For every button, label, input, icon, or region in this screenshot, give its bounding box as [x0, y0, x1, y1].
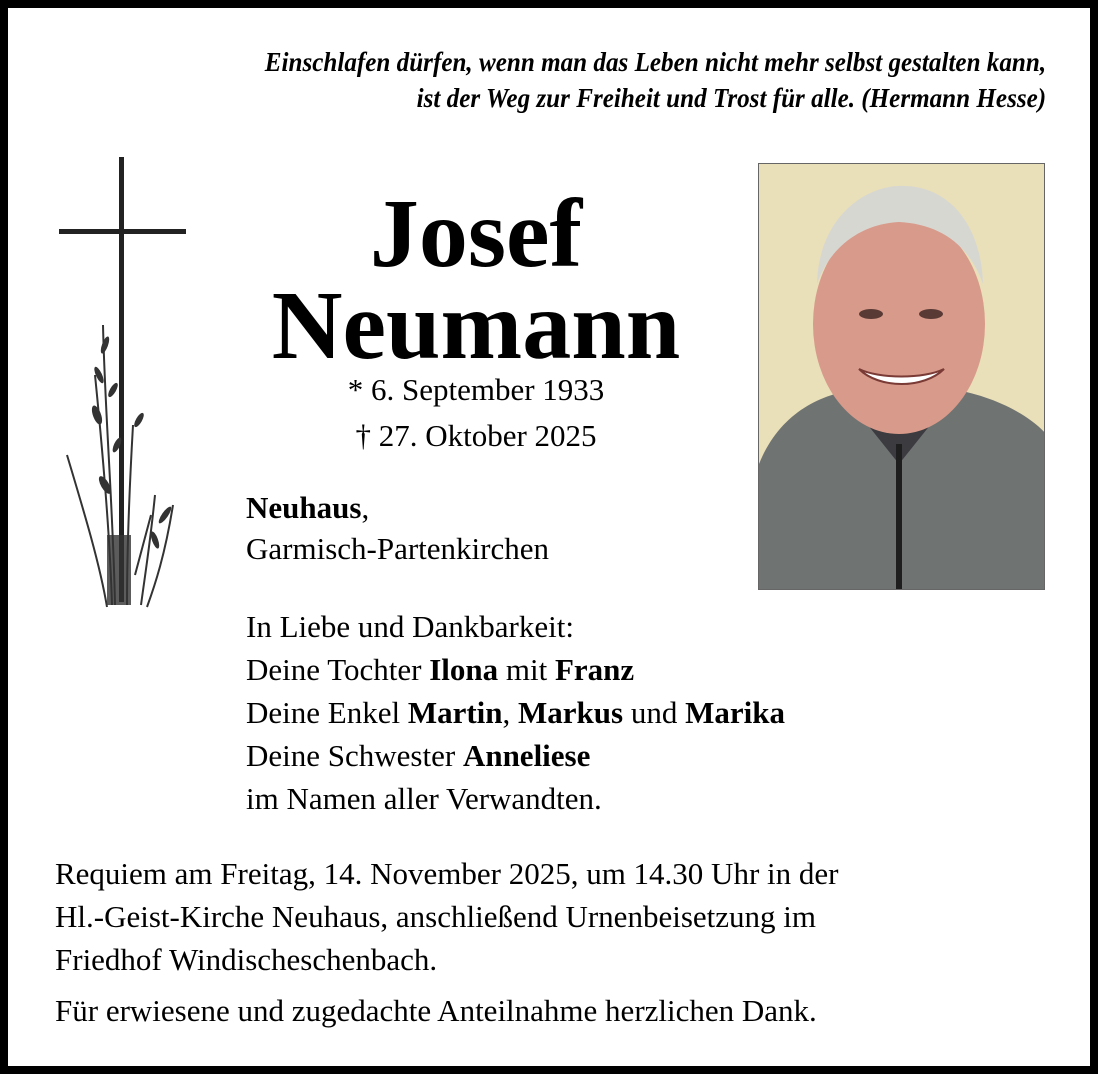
first-name: Josef	[369, 180, 583, 288]
service-line: Friedhof Windischeschenbach.	[55, 942, 438, 977]
family-member-name: Martin	[407, 695, 503, 730]
deceased-name	[260, 180, 692, 380]
family-member-name: Markus	[518, 695, 624, 730]
quote-line-2: ist der Weg zur Freiheit und Trost für alle. (Hermann Hesse)	[416, 83, 1046, 113]
family-member-name: Anneliese	[462, 738, 591, 773]
family-intro: In Liebe und Dankbarkeit:	[246, 609, 574, 644]
family-line-text: Deine Enkel	[246, 695, 408, 730]
quote	[265, 44, 1046, 116]
family-member-name: Marika	[685, 695, 785, 730]
service-details	[55, 852, 838, 981]
service-line: Requiem am Freitag, 14. November 2025, um 14.30 Uhr in der	[55, 856, 839, 891]
family-block	[246, 605, 785, 820]
family-line-text: und	[623, 695, 686, 730]
family-line	[246, 691, 785, 734]
family-line-text: mit	[498, 652, 555, 687]
cross-with-grass-icon	[55, 155, 190, 615]
last-name: Neumann	[271, 272, 681, 380]
thanks-note: Für erwiesene und zugedachte Anteilnahme herzlichen Dank.	[55, 993, 817, 1028]
residence	[246, 487, 549, 569]
portrait-photo	[758, 163, 1045, 590]
family-line	[246, 648, 785, 691]
quote-line-1: Einschlafen dürfen, wenn man das Leben nicht mehr selbst gestalten kann,	[264, 47, 1046, 77]
life-dates	[260, 367, 692, 459]
family-line-text: Deine Schwester	[246, 738, 463, 773]
family-line-text: ,	[502, 695, 519, 730]
family-member-name: Ilona	[429, 652, 499, 687]
birth-date: * 6. September 1933	[347, 372, 605, 407]
family-member-name: Franz	[554, 652, 635, 687]
service-line: Hl.-Geist-Kirche Neuhaus, anschließend Urnenbeisetzung im	[55, 899, 816, 934]
death-date: † 27. Oktober 2025	[355, 418, 597, 453]
family-line-text: Deine Tochter	[246, 652, 430, 687]
residence-region: Garmisch-Partenkirchen	[246, 531, 549, 566]
family-line	[246, 734, 785, 777]
residence-town: Neuhaus	[246, 490, 362, 525]
residence-comma: ,	[361, 490, 370, 525]
family-closing: im Namen aller Verwandten.	[246, 781, 602, 816]
